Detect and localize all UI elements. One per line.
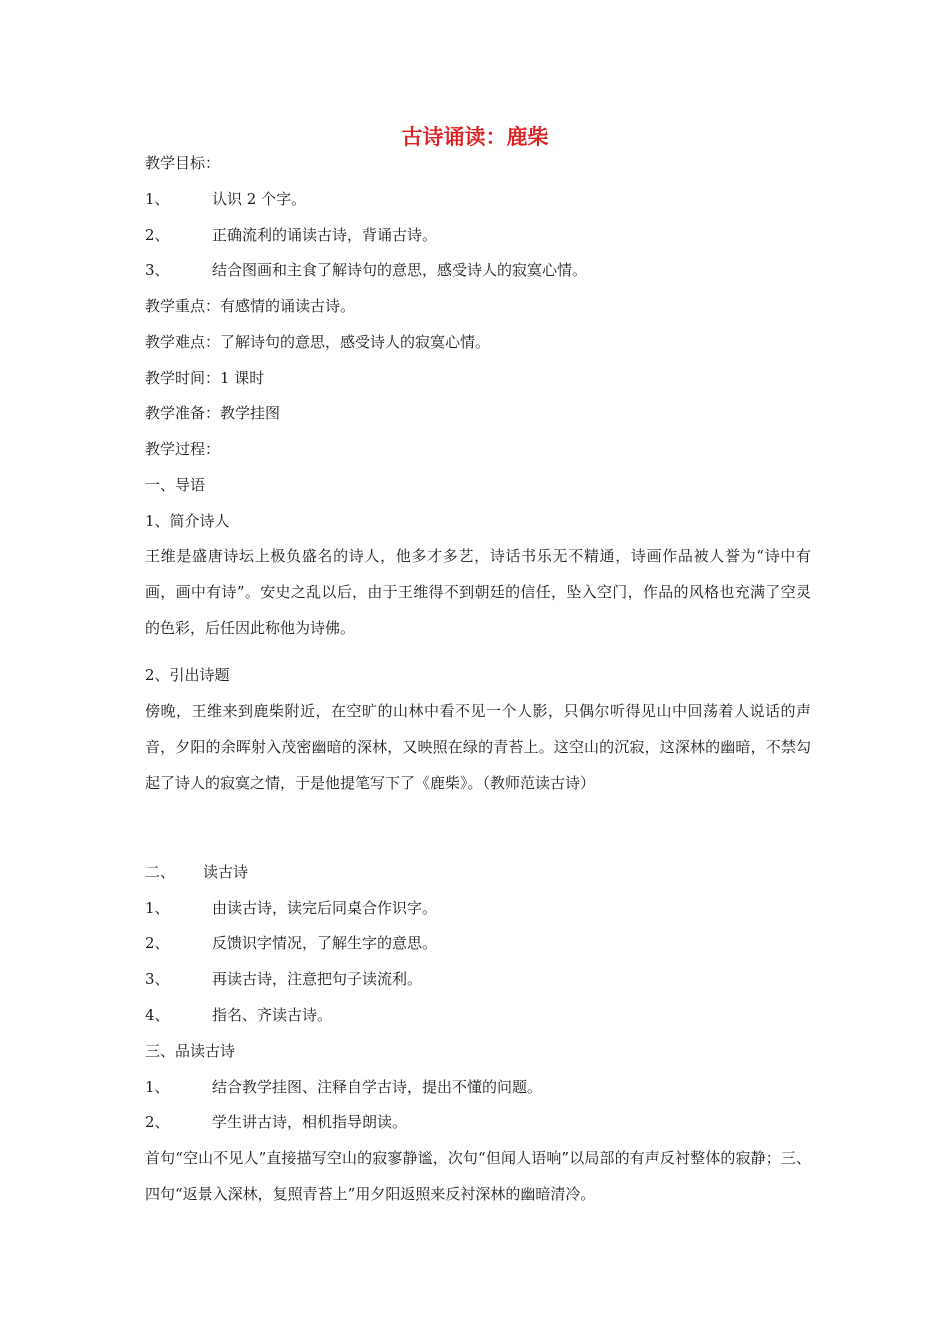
list-text: 由读古诗，读完后同桌合作识字。 bbox=[212, 899, 438, 917]
objective-item-2 bbox=[145, 224, 815, 246]
section-3-item-2 bbox=[145, 1111, 815, 1133]
section-3-item-1 bbox=[145, 1076, 815, 1098]
objective-item-1 bbox=[145, 188, 815, 210]
section-3-paragraph: 首句“空山不见人”直接描写空山的寂寥静谧，次句“但闻人语响”以局部的有声反衬整体的寂静；三、四句“返景入深林，复照青苔上”用夕阳返照来反衬深林的幽暗清冷。 bbox=[145, 1149, 811, 1203]
page-title: 古诗诵读：鹿柴 bbox=[401, 124, 549, 149]
section-2-heading bbox=[145, 861, 815, 883]
section-1-sub-2-heading: 2、引出诗题 bbox=[145, 666, 230, 684]
section-1-sub-1-heading: 1、简介诗人 bbox=[145, 512, 230, 530]
teaching-preparation: 教学准备：教学挂图 bbox=[145, 404, 281, 422]
difficulty: 教学难点：了解诗句的意思，感受诗人的寂寞心情。 bbox=[145, 333, 491, 351]
list-number: 1、 bbox=[145, 899, 170, 917]
list-text: 指名、齐读古诗。 bbox=[212, 1006, 333, 1024]
list-number: 3、 bbox=[145, 970, 170, 988]
list-text: 结合教学挂图、注释自学古诗，提出不懂的问题。 bbox=[212, 1078, 543, 1096]
list-text: 结合图画和主食了解诗句的意思，感受诗人的寂寞心情。 bbox=[212, 261, 588, 279]
process-label: 教学过程： bbox=[145, 440, 221, 458]
list-number: 2、 bbox=[145, 226, 170, 244]
section-3-heading: 三、品读古诗 bbox=[145, 1042, 236, 1060]
section-1-heading: 一、导语 bbox=[145, 476, 206, 494]
section-2-item-1 bbox=[145, 897, 815, 919]
list-number: 4、 bbox=[145, 1006, 170, 1024]
section-2-item-2 bbox=[145, 932, 815, 954]
list-number: 1、 bbox=[145, 1078, 170, 1096]
key-point: 教学重点：有感情的诵读古诗。 bbox=[145, 297, 356, 315]
objective-item-3 bbox=[145, 259, 815, 281]
section-2-item-3 bbox=[145, 968, 815, 990]
list-text: 再读古诗，注意把句子读流利。 bbox=[212, 970, 423, 988]
teaching-time: 教学时间：1 课时 bbox=[145, 369, 265, 387]
list-text: 认识 2 个字。 bbox=[212, 190, 307, 208]
list-number: 3、 bbox=[145, 261, 170, 279]
list-number: 2、 bbox=[145, 1113, 170, 1131]
section-title: 读古诗 bbox=[203, 863, 249, 881]
section-1-sub-1-text: 王维是盛唐诗坛上极负盛名的诗人，他多才多艺，诗话书乐无不精通，诗画作品被人誉为“诗中有画，画中有诗”。安史之乱以后，由于王维得不到朝廷的信任，坠入空门，作品的风格也充满了空灵的色彩，后任因此称他为诗佛。 bbox=[145, 547, 811, 637]
list-text: 正确流利的诵读古诗，背诵古诗。 bbox=[212, 226, 438, 244]
section-1-sub-2-text: 傍晚，王维来到鹿柴附近，在空旷的山林中看不见一个人影，只偶尔听得见山中回荡着人说话的声音，夕阳的余晖射入茂密幽暗的深林，又映照在绿的青苔上。这空山的沉寂，这深林的幽暗，不禁勾起了诗人的寂寞之情，于是他提笔写下了《鹿柴》。（教师范读古诗） bbox=[145, 702, 811, 792]
list-text: 学生讲古诗，相机指导朗读。 bbox=[212, 1113, 408, 1131]
list-text: 反馈识字情况，了解生字的意思。 bbox=[212, 934, 438, 952]
list-number: 2、 bbox=[145, 934, 170, 952]
list-number: 1、 bbox=[145, 190, 170, 208]
objectives-label: 教学目标： bbox=[145, 154, 221, 172]
section-2-item-4 bbox=[145, 1004, 815, 1026]
section-number: 二、 bbox=[145, 863, 176, 881]
